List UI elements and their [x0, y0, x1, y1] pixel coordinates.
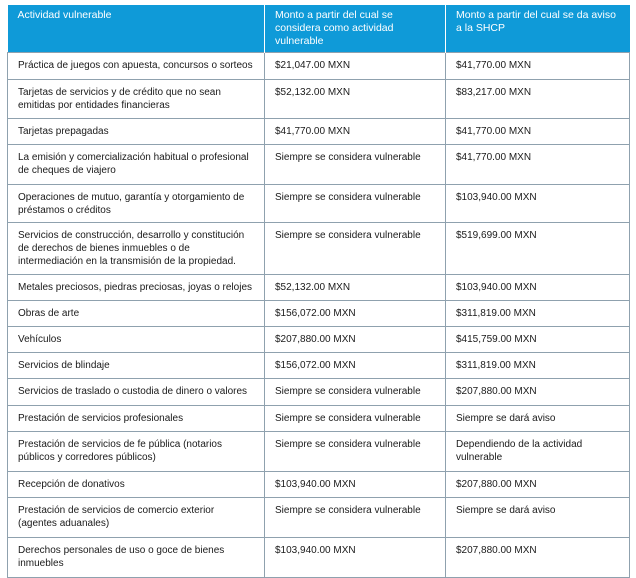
cell-monto-aviso: $207,880.00 MXN: [446, 472, 630, 498]
cell-monto-aviso: $519,699.00 MXN: [446, 223, 630, 275]
cell-monto-aviso: $103,940.00 MXN: [446, 185, 630, 223]
cell-actividad: Prestación de servicios profesionales: [8, 406, 265, 432]
cell-actividad: Servicios de construcción, desarrollo y constitución de derechos de bienes inmuebles o de intermediación en la transmisión de la propiedad.: [8, 223, 265, 275]
table-row: [8, 498, 630, 538]
table-container: [7, 5, 629, 578]
cell-actividad: Operaciones de mutuo, garantía y otorgamiento de préstamos o créditos: [8, 185, 265, 223]
table-body: [8, 53, 630, 578]
cell-monto-vulnerable: $156,072.00 MXN: [265, 353, 446, 379]
header-monto-aviso: Monto a partir del cual se da aviso a la SHCP: [446, 5, 630, 53]
cell-monto-vulnerable: $21,047.00 MXN: [265, 53, 446, 80]
vulnerable-activities-table: [7, 5, 630, 578]
table-row: [8, 327, 630, 353]
cell-monto-aviso: Siempre se dará aviso: [446, 498, 630, 538]
table-row: [8, 301, 630, 327]
header-actividad: Actividad vulnerable: [8, 5, 265, 53]
table-row: [8, 472, 630, 498]
cell-monto-vulnerable: Siempre se considera vulnerable: [265, 406, 446, 432]
cell-actividad: La emisión y comercialización habitual o profesional de cheques de viajero: [8, 145, 265, 185]
cell-monto-aviso: $41,770.00 MXN: [446, 53, 630, 80]
table-row: [8, 145, 630, 185]
cell-monto-vulnerable: $103,940.00 MXN: [265, 472, 446, 498]
table-row: [8, 353, 630, 379]
cell-actividad: Prestación de servicios de fe pública (notarios públicos y corredores públicos): [8, 432, 265, 472]
cell-monto-aviso: $207,880.00 MXN: [446, 538, 630, 578]
cell-monto-aviso: $41,770.00 MXN: [446, 145, 630, 185]
cell-monto-aviso: $207,880.00 MXN: [446, 379, 630, 406]
cell-actividad: Metales preciosos, piedras preciosas, joyas o relojes: [8, 275, 265, 301]
cell-actividad: Servicios de blindaje: [8, 353, 265, 379]
cell-monto-vulnerable: Siempre se considera vulnerable: [265, 185, 446, 223]
table-header: [8, 5, 630, 53]
table-row: [8, 275, 630, 301]
table-row: [8, 379, 630, 406]
cell-monto-vulnerable: Siempre se considera vulnerable: [265, 145, 446, 185]
table-row: [8, 406, 630, 432]
table-row: [8, 185, 630, 223]
cell-monto-vulnerable: $103,940.00 MXN: [265, 538, 446, 578]
table-row: [8, 80, 630, 119]
cell-monto-vulnerable: $52,132.00 MXN: [265, 80, 446, 119]
table-row: [8, 538, 630, 578]
cell-monto-vulnerable: $41,770.00 MXN: [265, 119, 446, 145]
cell-monto-vulnerable: Siempre se considera vulnerable: [265, 379, 446, 406]
cell-monto-vulnerable: Siempre se considera vulnerable: [265, 223, 446, 275]
cell-monto-vulnerable: $207,880.00 MXN: [265, 327, 446, 353]
cell-monto-aviso: $415,759.00 MXN: [446, 327, 630, 353]
cell-actividad: Prestación de servicios de comercio exterior (agentes aduanales): [8, 498, 265, 538]
cell-actividad: Derechos personales de uso o goce de bienes inmuebles: [8, 538, 265, 578]
cell-actividad: Práctica de juegos con apuesta, concursos o sorteos: [8, 53, 265, 80]
cell-monto-vulnerable: Siempre se considera vulnerable: [265, 432, 446, 472]
cell-actividad: Tarjetas prepagadas: [8, 119, 265, 145]
table-row: [8, 53, 630, 80]
cell-monto-aviso: $311,819.00 MXN: [446, 353, 630, 379]
cell-monto-vulnerable: $52,132.00 MXN: [265, 275, 446, 301]
header-row: [8, 5, 630, 53]
cell-actividad: Obras de arte: [8, 301, 265, 327]
cell-actividad: Vehículos: [8, 327, 265, 353]
cell-actividad: Servicios de traslado o custodia de dinero o valores: [8, 379, 265, 406]
cell-actividad: Recepción de donativos: [8, 472, 265, 498]
table-row: [8, 223, 630, 275]
cell-actividad: Tarjetas de servicios y de crédito que no sean emitidas por entidades financieras: [8, 80, 265, 119]
cell-monto-aviso: Siempre se dará aviso: [446, 406, 630, 432]
cell-monto-aviso: $83,217.00 MXN: [446, 80, 630, 119]
cell-monto-aviso: $311,819.00 MXN: [446, 301, 630, 327]
cell-monto-aviso: Dependiendo de la actividad vulnerable: [446, 432, 630, 472]
table-row: [8, 432, 630, 472]
header-monto-vulnerable: Monto a partir del cual se considera como actividad vulnerable: [265, 5, 446, 53]
table-row: [8, 119, 630, 145]
cell-monto-aviso: $103,940.00 MXN: [446, 275, 630, 301]
cell-monto-aviso: $41,770.00 MXN: [446, 119, 630, 145]
cell-monto-vulnerable: Siempre se considera vulnerable: [265, 498, 446, 538]
cell-monto-vulnerable: $156,072.00 MXN: [265, 301, 446, 327]
